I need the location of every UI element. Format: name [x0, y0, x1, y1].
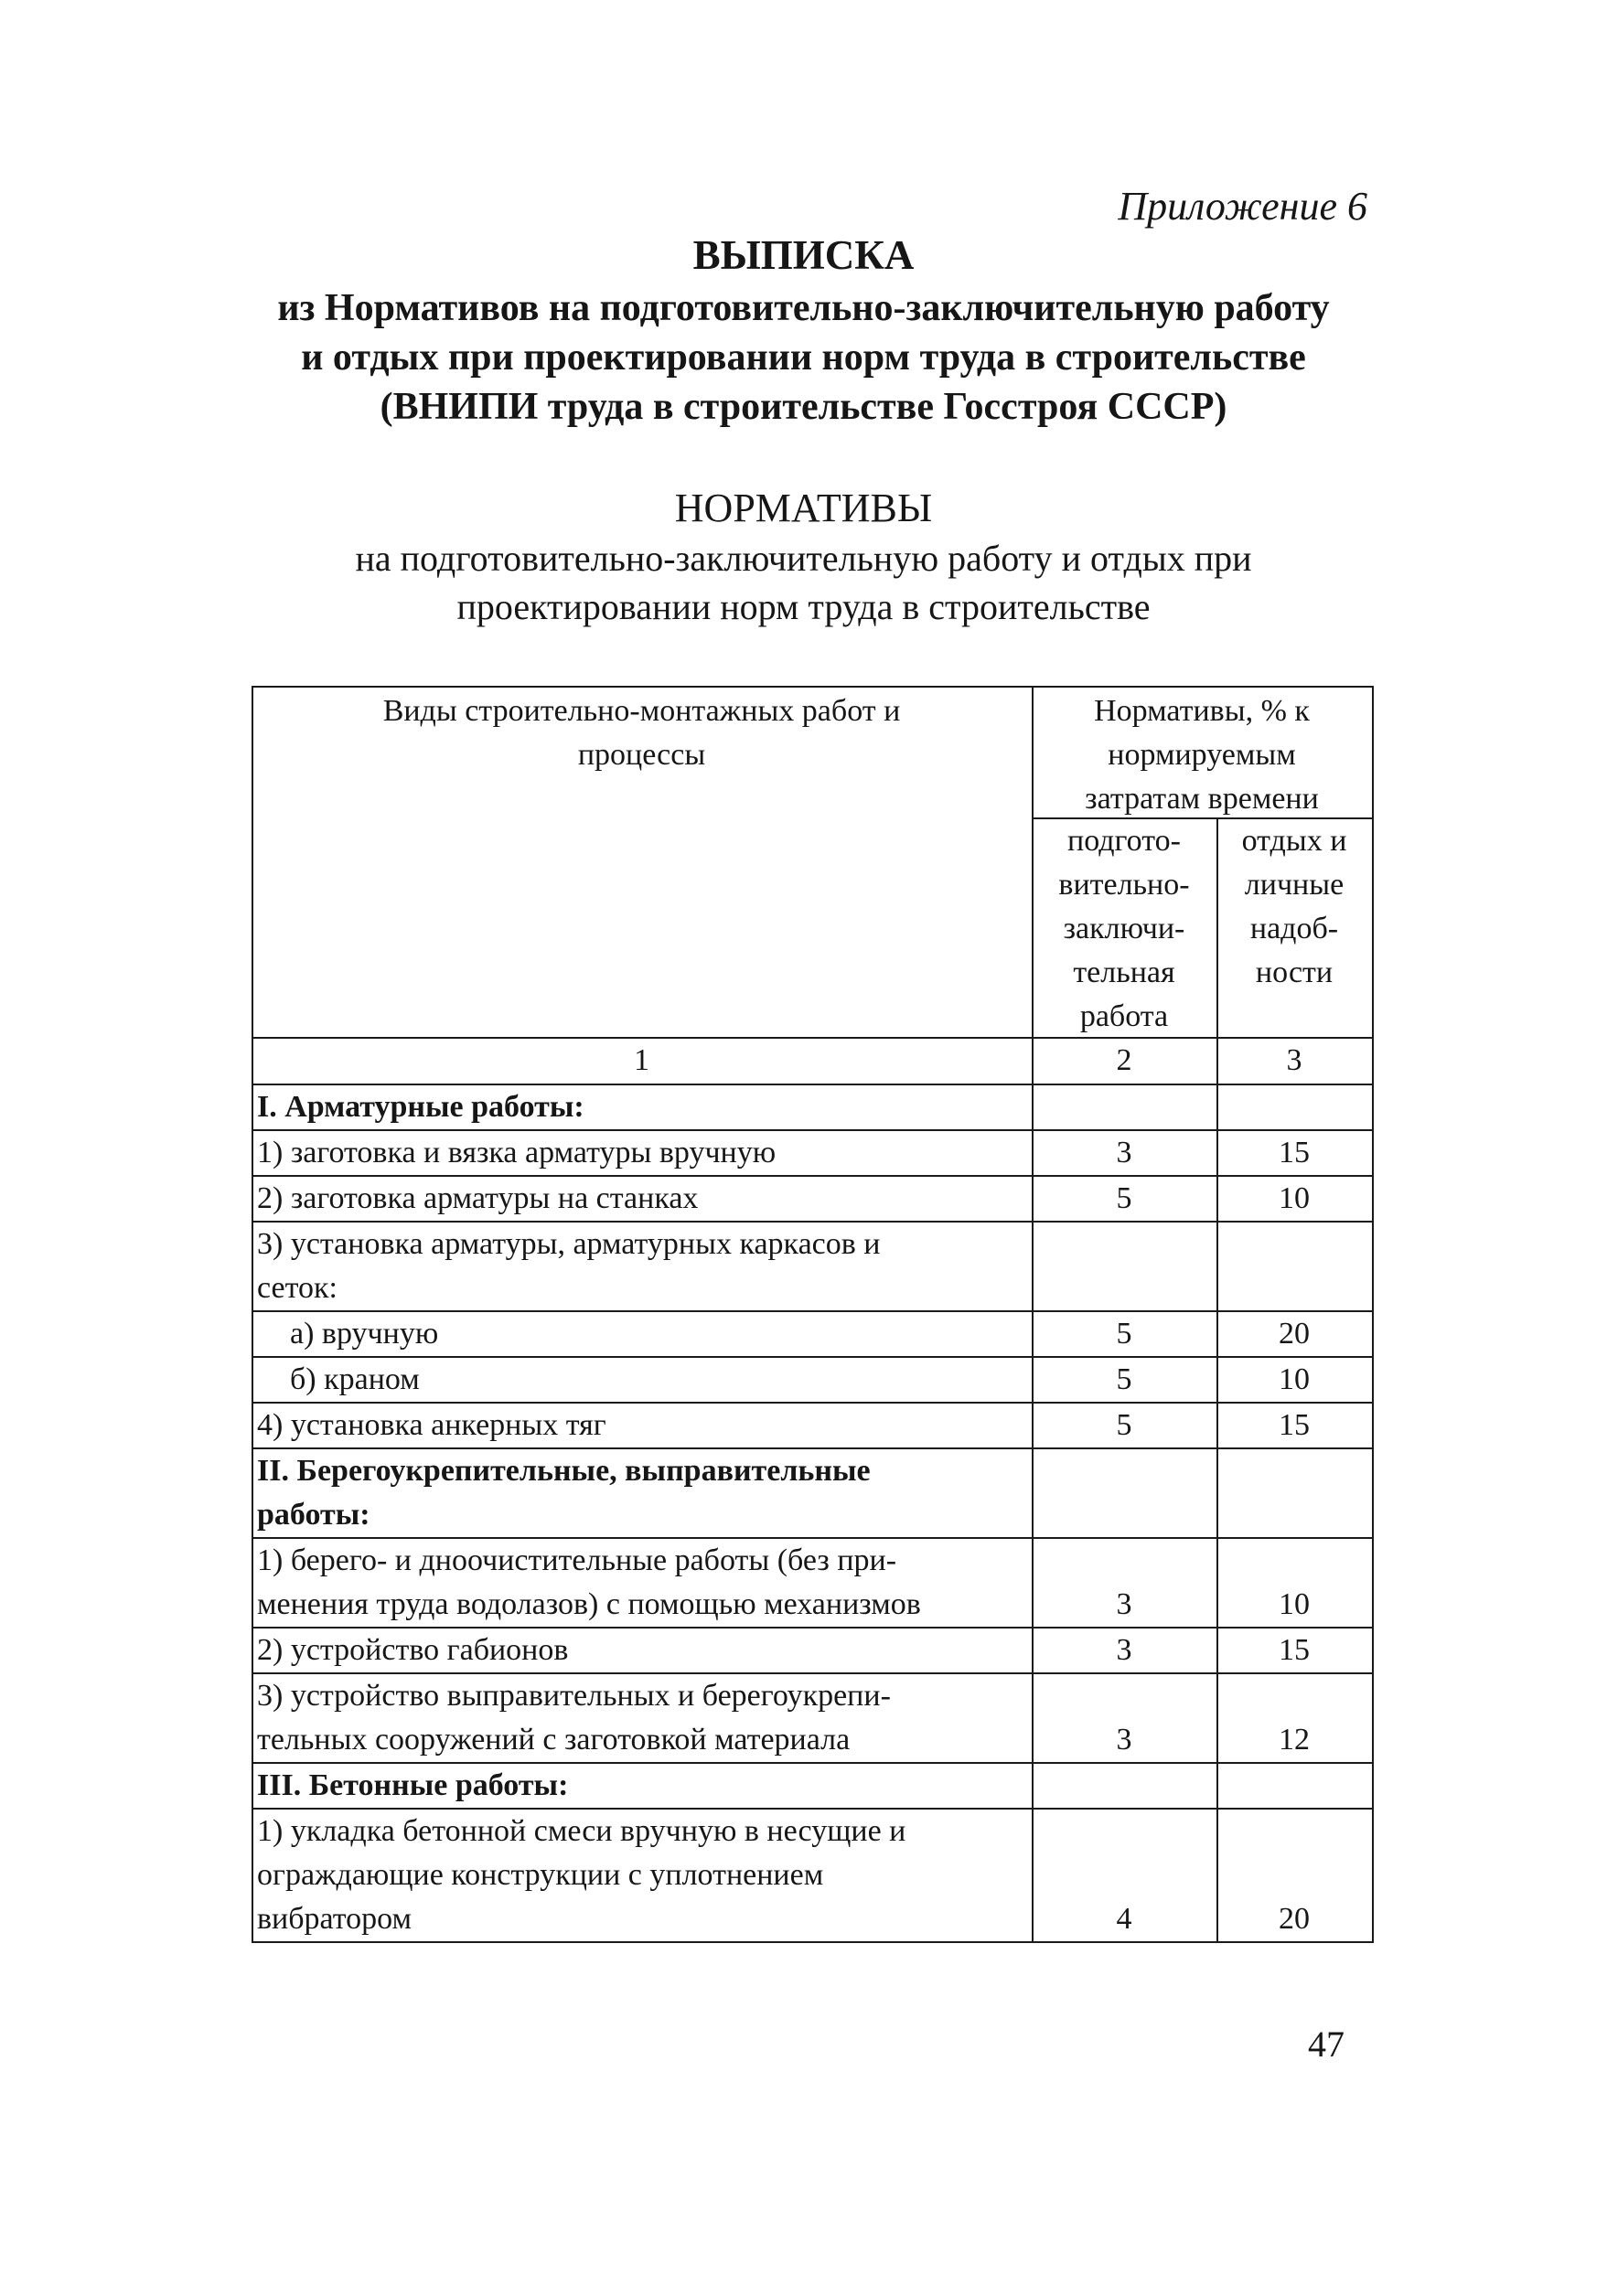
work-item-label: ограждающие конструкции с уплотнением — [257, 1858, 824, 1892]
header-rest-needs: личные — [1244, 868, 1345, 902]
header-prep-work: подгото- — [1067, 824, 1181, 858]
appendix-label: Приложение 6 — [1118, 184, 1367, 229]
work-item-label: 2) заготовка арматуры на станках — [257, 1181, 699, 1215]
work-item-label: вибратором — [257, 1902, 412, 1936]
prep-work-value: 3 — [1116, 1633, 1132, 1667]
normatives-subtitle-line: проектировании норм труда в строительстве — [456, 586, 1151, 627]
work-item-label: 3) установка арматуры, арматурных каркасов и — [257, 1227, 881, 1261]
normatives-subtitle-line: на подготовительно-заключительную работу и отдых при — [355, 538, 1252, 579]
header-work-types: процессы — [577, 738, 706, 772]
work-item-label: 2) устройство габионов — [257, 1633, 569, 1667]
rest-value: 15 — [1279, 1136, 1310, 1169]
header-prep-work: заключи- — [1063, 912, 1185, 945]
section-heading: работы: — [257, 1498, 370, 1532]
subtitle-line: и отдых при проектировании норм труда в строительстве — [301, 336, 1306, 379]
column-number: 3 — [1286, 1043, 1302, 1077]
header-norms-group: затратам времени — [1085, 782, 1319, 816]
section-heading: III. Бетонные работы: — [257, 1768, 569, 1802]
header-prep-work: тельная — [1073, 956, 1175, 989]
rest-value: 20 — [1279, 1317, 1310, 1351]
header-norms-group: Нормативы, % к — [1094, 694, 1310, 728]
header-work-types: Виды строительно-монтажных работ и — [382, 694, 901, 728]
rest-value: 12 — [1279, 1723, 1310, 1757]
work-item-label: 1) заготовка и вязка арматуры вручную — [257, 1136, 777, 1169]
table-rule — [1216, 1037, 1218, 1943]
prep-work-value: 5 — [1116, 1317, 1132, 1351]
normatives-title: НОРМАТИВЫ — [674, 486, 933, 530]
work-item-label: 3) устройство выправительных и берегоукрепи- — [257, 1679, 891, 1713]
prep-work-value: 4 — [1116, 1902, 1132, 1936]
work-item-label: б) краном — [290, 1362, 420, 1396]
prep-work-value: 3 — [1116, 1136, 1132, 1169]
table-rule — [1032, 686, 1034, 1943]
work-item-label: 4) установка анкерных тяг — [257, 1408, 606, 1442]
rest-value: 10 — [1279, 1181, 1310, 1215]
section-heading: II. Берегоукрепительные, выправительные — [257, 1454, 871, 1488]
section-heading: I. Арматурные работы: — [257, 1090, 584, 1124]
prep-work-value: 3 — [1116, 1587, 1132, 1621]
page-number: 47 — [1308, 2024, 1345, 2065]
prep-work-value: 5 — [1116, 1181, 1132, 1215]
column-number: 1 — [634, 1043, 649, 1077]
subtitle-line: из Нормативов на подготовительно-заключительную работу — [277, 287, 1330, 329]
work-item-label: 1) берего- и дноочистительные работы (без при- — [257, 1543, 897, 1577]
table-rule — [1372, 686, 1374, 1943]
table-rule — [252, 686, 253, 1943]
header-prep-work: работа — [1079, 999, 1169, 1033]
header-rest-needs: отдых и — [1241, 824, 1347, 858]
table-rule — [252, 686, 1374, 688]
table-rule — [1216, 817, 1218, 1039]
prep-work-value: 3 — [1116, 1723, 1132, 1757]
work-item-label: а) вручную — [290, 1317, 439, 1351]
document-title: ВЫПИСКА — [692, 232, 915, 278]
rest-value: 20 — [1279, 1902, 1310, 1936]
work-item-label: 1) укладка бетонной смеси вручную в несущие и — [257, 1814, 906, 1848]
rest-value: 15 — [1279, 1408, 1310, 1442]
prep-work-value: 5 — [1116, 1362, 1132, 1396]
prep-work-value: 5 — [1116, 1408, 1132, 1442]
rest-value: 10 — [1279, 1587, 1310, 1621]
header-norms-group: нормируемым — [1108, 738, 1296, 772]
subtitle-line: (ВНИПИ труда в строительстве Госстроя СССР) — [380, 386, 1227, 428]
rest-value: 15 — [1279, 1633, 1310, 1667]
rest-value: 10 — [1279, 1362, 1310, 1396]
header-prep-work: вительно- — [1058, 868, 1190, 902]
header-rest-needs: ности — [1255, 956, 1334, 989]
work-item-label: тельных сооружений с заготовкой материала — [257, 1723, 851, 1757]
work-item-label: менения труда водолазов) с помощью механизмов — [257, 1587, 921, 1621]
column-number: 2 — [1116, 1043, 1132, 1077]
work-item-label: сеток: — [257, 1271, 337, 1305]
table-rule — [252, 1941, 1374, 1943]
header-rest-needs: надоб- — [1249, 912, 1339, 945]
